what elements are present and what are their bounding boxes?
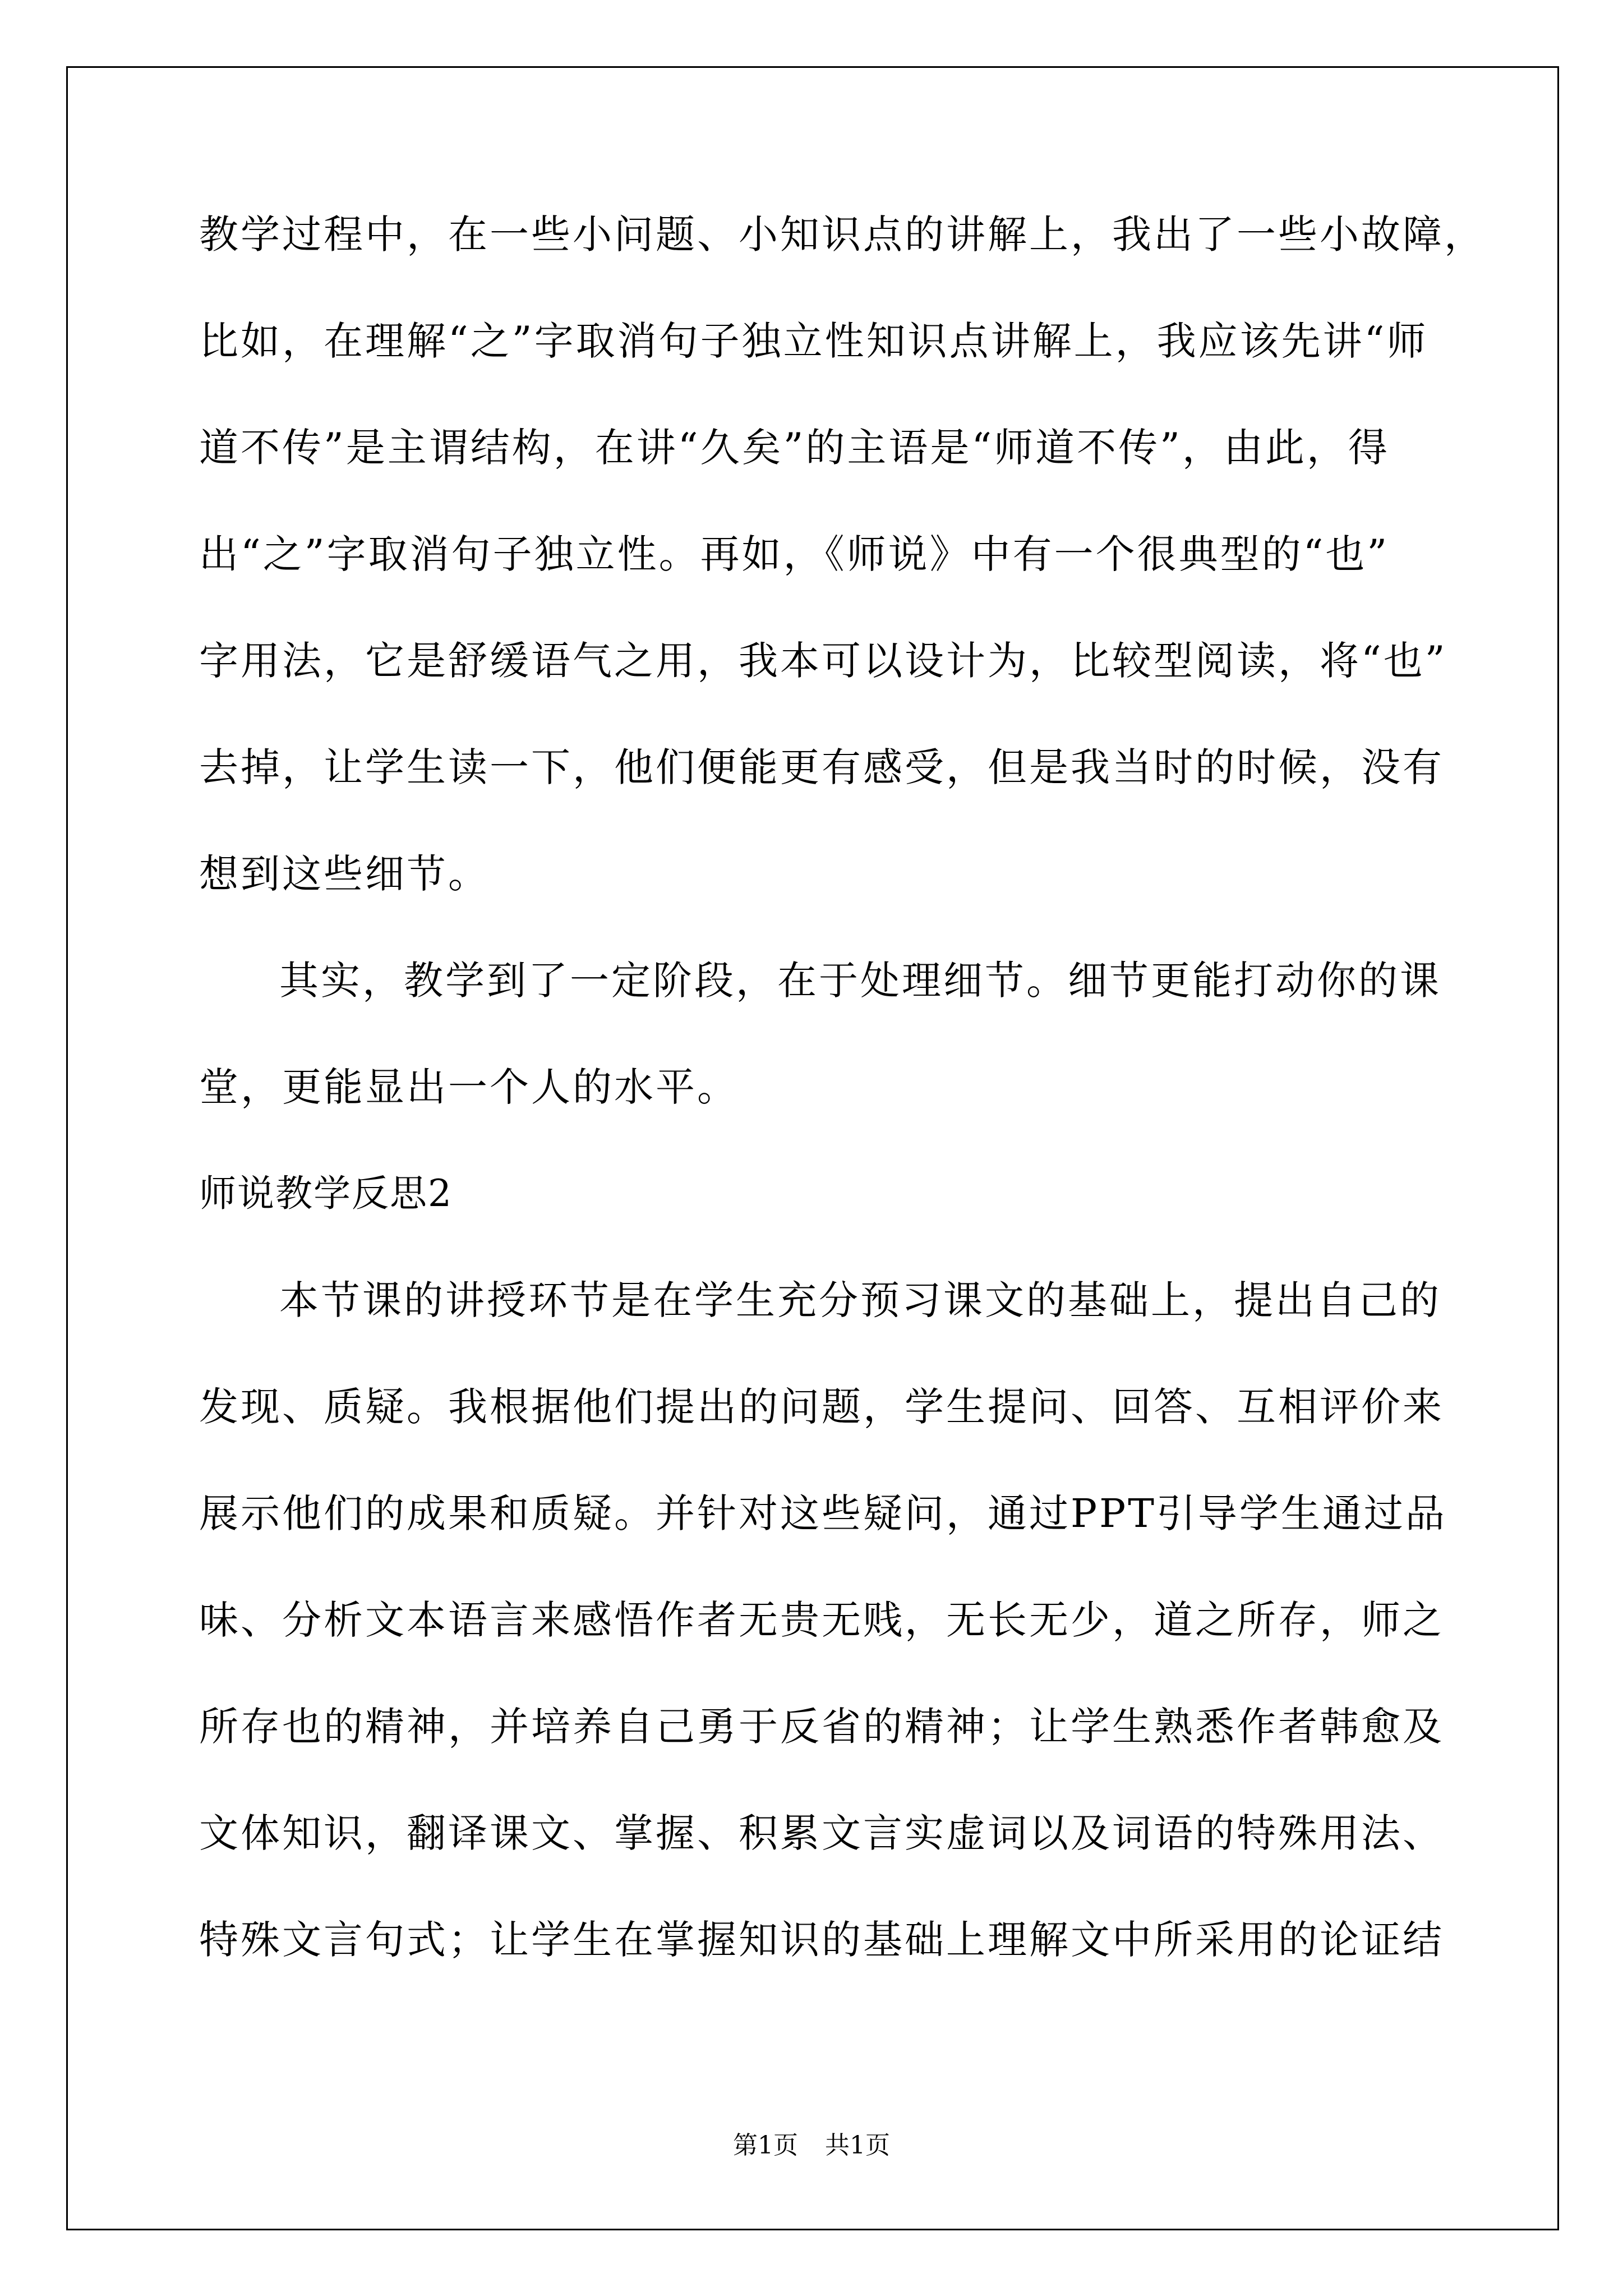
paragraph-line: 出“之”字取消句子独立性。再如，《师说》中有一个很典型的“也” (199, 531, 1390, 577)
paragraph-line: 堂，更能显出一个人的水平。 (199, 1064, 739, 1110)
page-total: 共1页 (825, 2131, 890, 2160)
paragraph-line: 本节课的讲授环节是在学生充分预习课文的基础上，提出自己的 (279, 1277, 1441, 1323)
paragraph-line: 文体知识，翻译课文、掌握、积累文言实虚词以及词语的特殊用法、 (199, 1810, 1444, 1856)
section-heading: 师说教学反思2 (199, 1172, 453, 1215)
page-border (66, 66, 1559, 2230)
paragraph-line: 教学过程中，在一些小问题、小知识点的讲解上，我出了一些小故障， (199, 211, 1486, 257)
paragraph-line: 味、分析文本语言来感悟作者无贵无贱，无长无少，道之所存，师之 (199, 1597, 1444, 1643)
paragraph-line: 去掉，让学生读一下，他们便能更有感受，但是我当时的时候，没有 (199, 744, 1444, 790)
page-footer (0, 2125, 1623, 2161)
paragraph-line: 发现、质疑。我根据他们提出的问题，学生提问、回答、互相评价来 (199, 1384, 1444, 1430)
paragraph-line: 比如，在理解“之”字取消句子独立性知识点讲解上，我应该先讲“师 (199, 318, 1428, 364)
paragraph-line: 所存也的精神，并培养自己勇于反省的精神；让学生熟悉作者韩愈及 (199, 1704, 1444, 1750)
paragraph-line: 展示他们的成果和质疑。并针对这些疑问，通过PPT引导学生通过品 (199, 1490, 1447, 1536)
paragraph-line: 想到这些细节。 (199, 851, 490, 897)
page-number: 第1页 (733, 2131, 798, 2160)
paragraph-line: 特殊文言句式；让学生在掌握知识的基础上理解文中所采用的论证结 (199, 1917, 1444, 1963)
paragraph-line: 道不传”是主谓结构，在讲“久矣”的主语是“师道不传”，由此，得 (199, 425, 1390, 471)
paragraph-line: 其实，教学到了一定阶段，在于处理细节。细节更能打动你的课 (279, 958, 1441, 1004)
paragraph-line: 字用法，它是舒缓语气之用，我本可以设计为，比较型阅读，将“也” (199, 638, 1447, 684)
